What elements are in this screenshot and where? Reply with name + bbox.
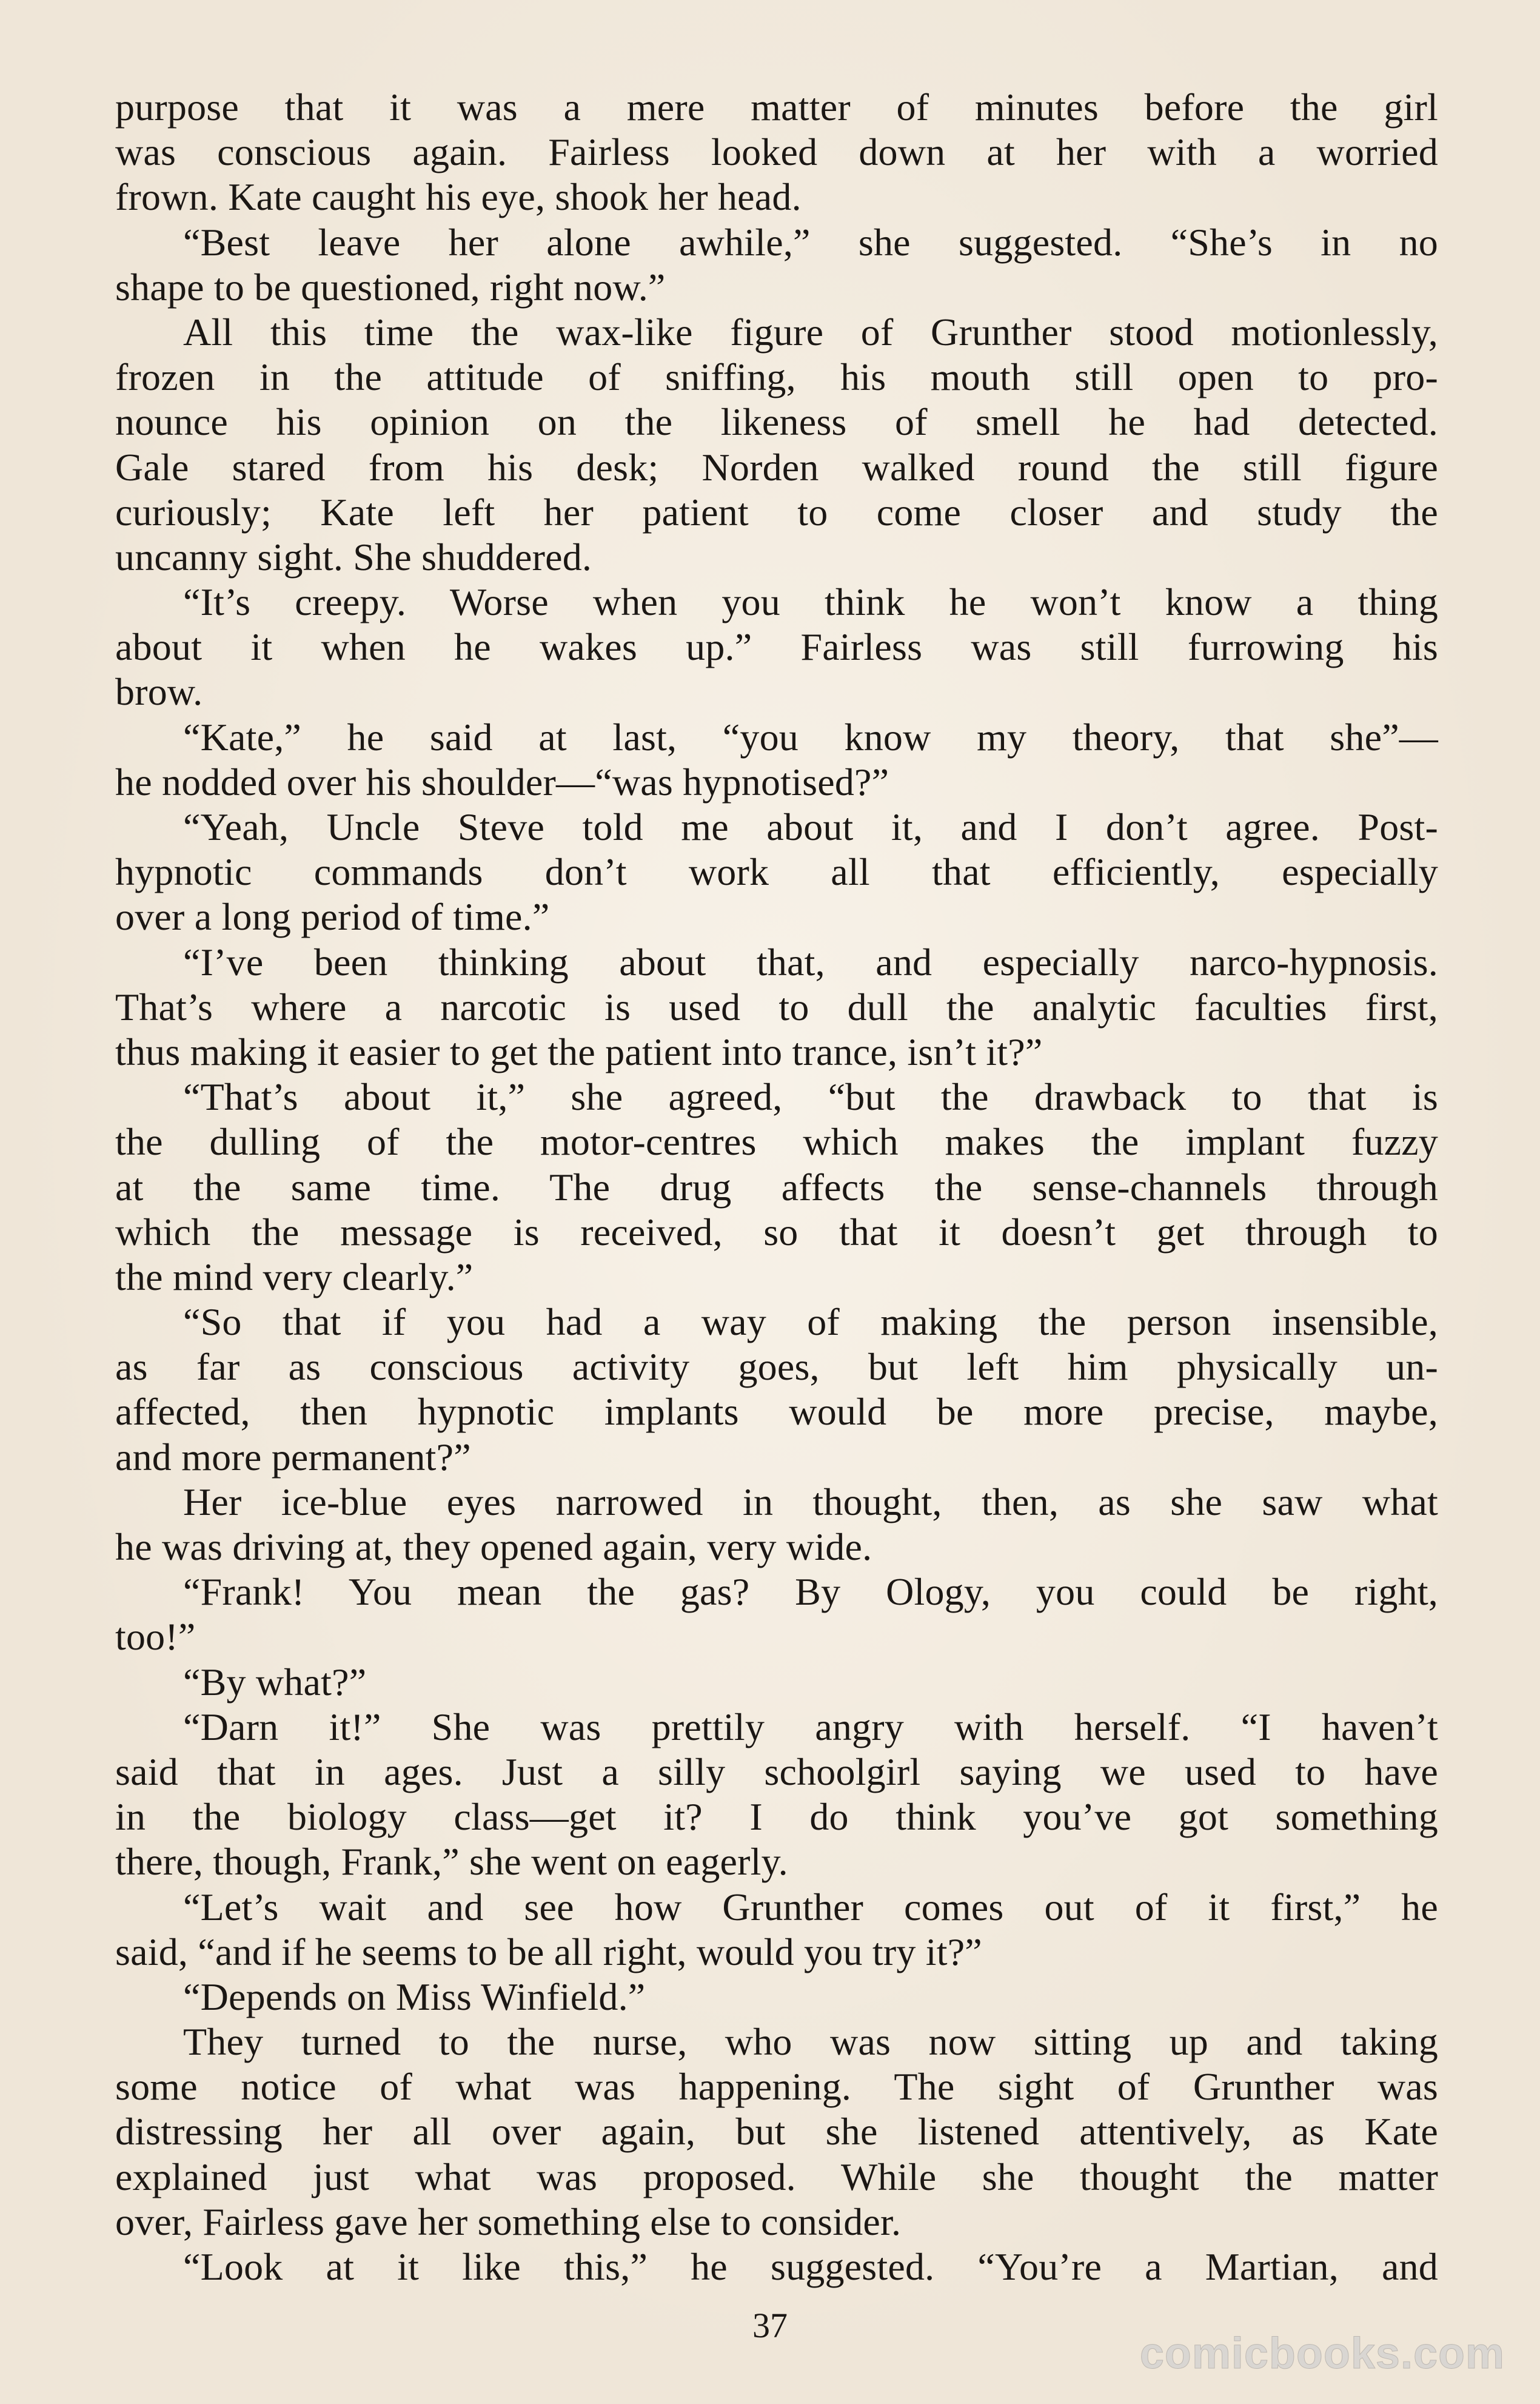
text-line: distressing her all over again, but she listened attentively, as Kate (115, 2110, 1438, 2154)
text-line: “Yeah, Uncle Steve told me about it, and I don’t agree. Post- (183, 805, 1438, 848)
text-line: hypnotic commands don’t work all that efficiently, especially (115, 850, 1438, 894)
text-line: “I’ve been thinking about that, and especially narco-hypnosis. (183, 940, 1438, 984)
text-line: Gale stared from his desk; Norden walked round the still figure (115, 445, 1438, 489)
text-line: frozen in the attitude of sniffing, his mouth still open to pro- (115, 355, 1438, 399)
text-line: “Kate,” he said at last, “you know my theory, that she”— (183, 715, 1438, 759)
text-line: “Frank! You mean the gas? By Ology, you could be right, (183, 1570, 1438, 1614)
text-line: They turned to the nurse, who was now sitting up and taking (183, 2020, 1438, 2064)
text-line: “Darn it!” She was prettily angry with herself. “I haven’t (183, 1705, 1438, 1748)
text-line: and more permanent?” (115, 1435, 471, 1479)
text-line: uncanny sight. She shuddered. (115, 535, 592, 579)
text-line: over a long period of time.” (115, 895, 550, 939)
text-line: over, Fairless gave her something else to consider. (115, 2200, 902, 2243)
text-line: “It’s creepy. Worse when you think he won’t know a thing (183, 580, 1438, 624)
text-line: “So that if you had a way of making the person insensible, (183, 1300, 1438, 1344)
text-line: curiously; Kate left her patient to come closer and study the (115, 490, 1438, 534)
text-line: there, though, Frank,” she went on eagerly. (115, 1840, 788, 1884)
text-line: thus making it easier to get the patient into trance, isn’t it?” (115, 1030, 1043, 1073)
text-line: “Look at it like this,” he suggested. “You’re a Martian, and (183, 2245, 1438, 2288)
text-line: shape to be questioned, right now.” (115, 265, 666, 309)
text-line: “That’s about it,” she agreed, “but the drawback to that is (183, 1075, 1438, 1119)
text-line: “Let’s wait and see how Grunther comes out of it first,” he (183, 1885, 1438, 1929)
text-line: which the message is received, so that it doesn’t get through to (115, 1210, 1438, 1254)
text-line: purpose that it was a mere matter of minutes before the girl (115, 86, 1438, 129)
text-line: said, “and if he seems to be all right, would you try it?” (115, 1930, 982, 1973)
body-text (115, 85, 1438, 2289)
text-line: some notice of what was happening. The sight of Grunther was (115, 2065, 1438, 2109)
text-line: as far as conscious activity goes, but left him physically un- (115, 1345, 1438, 1389)
text-line: affected, then hypnotic implants would be more precise, maybe, (115, 1390, 1438, 1434)
text-line: “Depends on Miss Winfield.” (183, 1975, 646, 2018)
text-line: All this time the wax-like figure of Grunther stood motionlessly, (183, 310, 1438, 354)
text-line: explained just what was proposed. While she thought the matter (115, 2155, 1438, 2198)
text-line: Her ice-blue eyes narrowed in thought, then, as she saw what (183, 1480, 1438, 1523)
text-line: “By what?” (183, 1660, 367, 1704)
text-line: at the same time. The drug affects the sense-channels through (115, 1165, 1438, 1209)
page-number: 37 (752, 2306, 788, 2345)
text-line: he nodded over his shoulder—“was hypnotised?” (115, 760, 889, 804)
text-line: he was driving at, they opened again, very wide. (115, 1525, 872, 1568)
text-line: said that in ages. Just a silly schoolgirl saying we used to have (115, 1750, 1438, 1793)
text-line: brow. (115, 670, 203, 714)
watermark: comicbooks.com (1139, 2329, 1505, 2378)
text-line: “Best leave her alone awhile,” she suggested. “She’s in no (183, 220, 1438, 264)
text-line: frown. Kate caught his eye, shook her head. (115, 175, 802, 219)
text-line: in the biology class—get it? I do think you’ve got something (115, 1795, 1438, 1839)
text-line: nounce his opinion on the likeness of smell he had detected. (115, 400, 1438, 444)
text-line: the mind very clearly.” (115, 1255, 474, 1298)
text-line: about it when he wakes up.” Fairless was still furrowing his (115, 625, 1438, 669)
text-line: too!” (115, 1615, 196, 1659)
text-line: the dulling of the motor-centres which makes the implant fuzzy (115, 1120, 1438, 1164)
text-line: was conscious again. Fairless looked down at her with a worried (115, 130, 1438, 174)
text-line: That’s where a narcotic is used to dull the analytic faculties first, (115, 985, 1438, 1029)
